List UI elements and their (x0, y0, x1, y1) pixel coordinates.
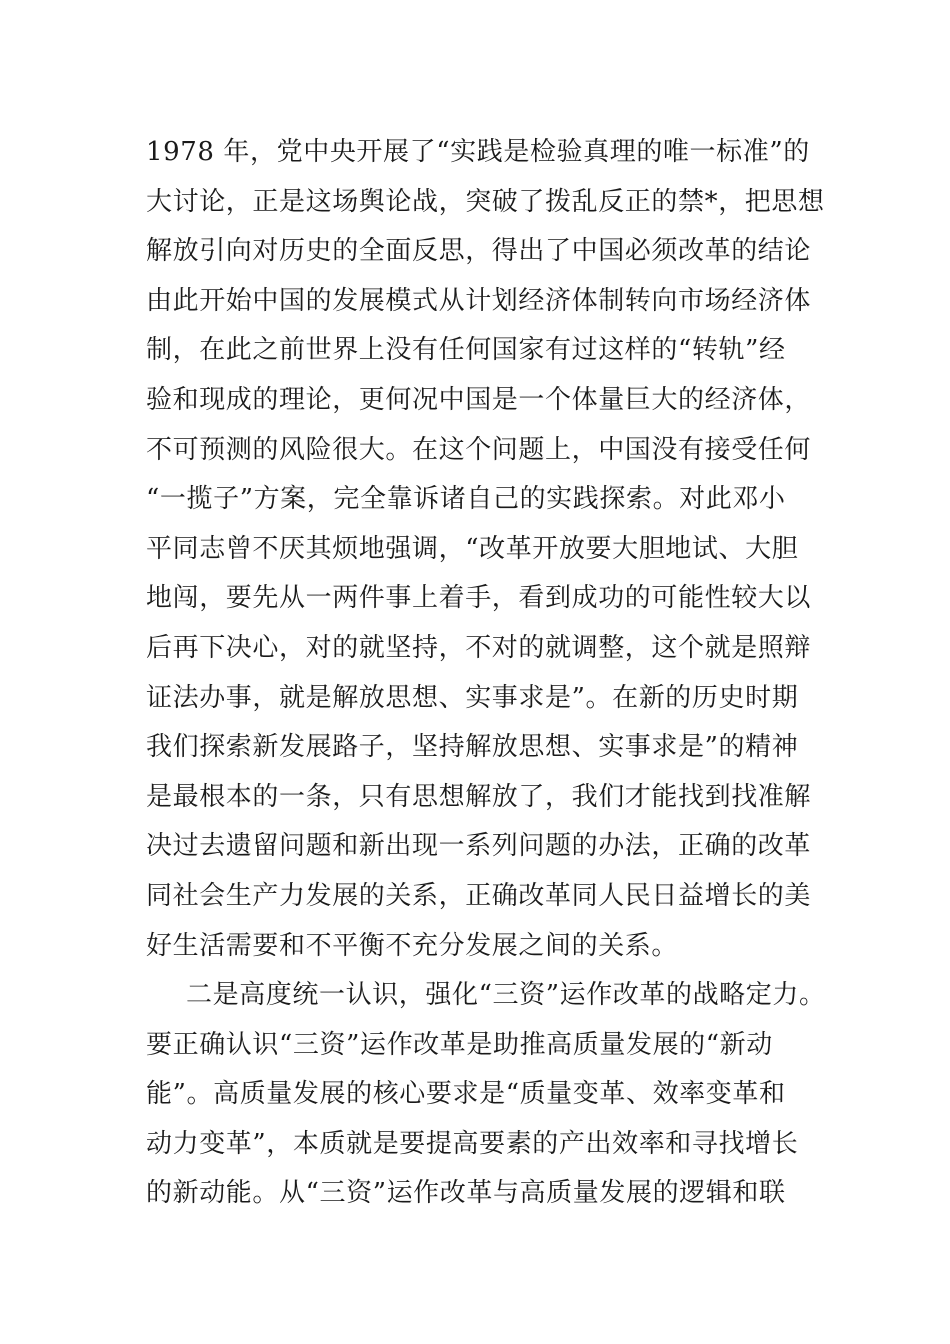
text-line: 平同志曾不厌其烦地强调，“改革开放要大胆地试、大胆 (146, 533, 799, 564)
text-line: 不可预测的风险很大。在这个问题上，中国没有接受任何 (146, 434, 812, 465)
text-line: 后再下决心，对的就坚持，不对的就调整，这个就是照辩 (146, 632, 812, 663)
text-line: 是最根本的一条，只有思想解放了，我们才能找到找准解 (146, 781, 812, 812)
text-line: 决过去遗留问题和新出现一系列问题的办法，正确的改革 (146, 831, 812, 862)
text-line: 好生活需要和不平衡不充分发展之间的关系。 (146, 930, 679, 961)
text-line: 解放引向对历史的全面反思，得出了中国必须改革的结论 (146, 236, 812, 267)
text-line: 同社会生产力发展的关系，正确改革同人民日益增长的美 (146, 880, 812, 911)
text-line: 要正确认识“三资”运作改革是助推高质量发展的“新动 (146, 1029, 773, 1060)
text-line: 制，在此之前世界上没有任何国家有过这样的“转轨”经 (146, 335, 786, 366)
text-line: 的新动能。从“三资”运作改革与高质量发展的逻辑和联 (146, 1178, 786, 1209)
text-line: 证法办事，就是解放思想、实事求是”。在新的历史时期 (146, 682, 799, 713)
text-line: 能”。高质量发展的核心要求是“质量变革、效率变革和 (146, 1079, 786, 1110)
text-line: 验和现成的理论，更何况中国是一个体量巨大的经济体， (146, 384, 812, 415)
text-line: 1978 年，党中央开展了“实践是检验真理的唯一标准”的 (146, 137, 810, 167)
text-line: 地闯，要先从一两件事上着手，看到成功的可能性较大以 (146, 583, 812, 614)
text-line: 由此开始中国的发展模式从计划经济体制转向市场经济体 (146, 285, 812, 316)
body-text (146, 128, 826, 1219)
paragraph-start-line: 二是高度统一认识，强化“三资”运作改革的战略定力。 (186, 980, 826, 1011)
text-line: “一揽子”方案，完全靠诉诸自己的实践探索。对此邓小 (146, 484, 786, 515)
text-line: 大讨论，正是这场舆论战，突破了拨乱反正的禁*，把思想 (146, 186, 825, 217)
text-line: 我们探索新发展路子，坚持解放思想、实事求是”的精神 (146, 732, 799, 763)
text-line: 动力变革”，本质就是要提高要素的产出效率和寻找增长 (146, 1128, 799, 1159)
